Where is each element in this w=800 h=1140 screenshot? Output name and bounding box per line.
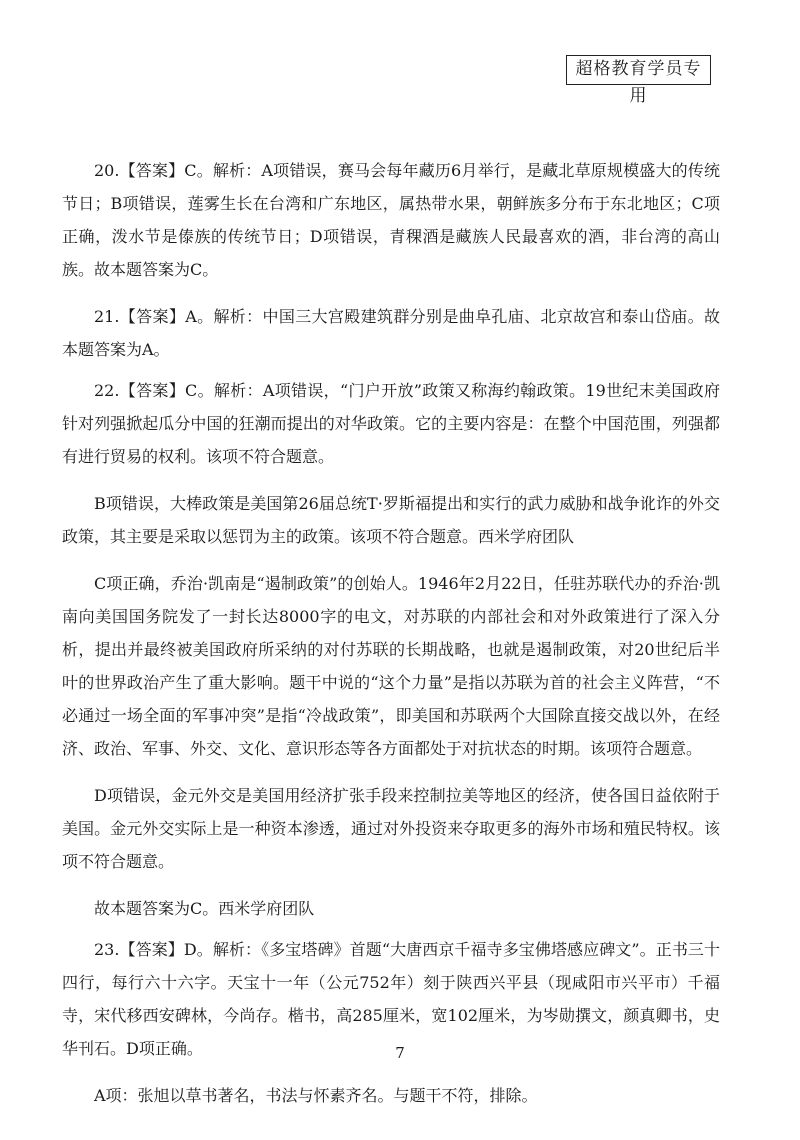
document-body (62, 154, 720, 1126)
page-number: 7 (395, 1044, 405, 1062)
paragraph-q22-b: B项错误，大棒政策是美国第26届总统T·罗斯福提出和实行的武力威胁和战争讹诈的外交政策，其主要是采取以惩罚为主的政策。该项不符合题意。西米学府团队 (62, 494, 720, 546)
stamp-label: 超格教育学员专用 (566, 55, 711, 85)
paragraph-q22-a: 22.【答案】C。解析：A项错误，“门户开放”政策又称海约翰政策。19世纪末美国政府针对列强掀起瓜分中国的狂潮而提出的对华政策。它的主要内容是：在整个中国范围，列强都有进行贸易的权利。该项不符合题意。 (62, 381, 720, 466)
paragraph-q21: 21.【答案】A。解析：中国三大宫殿建筑群分别是曲阜孔庙、北京故宫和泰山岱庙。故本题答案为A。 (62, 307, 720, 359)
paragraph-q22-d: D项错误，金元外交是美国用经济扩张手段来控制拉美等地区的经济，使各国日益依附于美国。金元外交实际上是一种资本渗透，通过对外投资来夺取更多的海外市场和殖民特权。该项不符合题意。 (62, 786, 720, 871)
paragraph-q23-a: A项：张旭以草书著名，书法与怀素齐名。与题干不符，排除。 (94, 1086, 538, 1105)
paragraph-q22-c: C项正确，乔治·凯南是“遏制政策”的创始人。1946年2月22日，任驻苏联代办的乔治·凯南向美国国务院发了一封长达8000字的电文，对苏联的内部社会和对外政策进行了深入分析，提出并最终被美国政府所采纳的对付苏联的长期战略，也就是遏制政策，对20世纪后半叶的世界政治产生了重大影响。题干中说的“这个力量”是指以苏联为首的社会主义阵营，“不必通过一场全面的军事冲突”是指“冷战政策”，即美国和苏联两个大国除直接交战以外，在经济、政治、军事、外交、文化、意识形态等各方面都处于对抗状态的时期。该项符合题意。 (62, 574, 720, 758)
paragraph-q20: 20.【答案】C。解析：A项错误，赛马会每年藏历6月举行，是藏北草原规模盛大的传统节日；B项错误，莲雾生长在台湾和广东地区，属热带水果，朝鲜族多分布于东北地区；C项正确，泼水节是傣族的传统节日；D项错误，青稞酒是藏族人民最喜欢的酒，非台湾的高山族。故本题答案为C。 (62, 161, 720, 279)
paragraph-q22-answer: 故本题答案为C。西米学府团队 (94, 899, 315, 918)
paragraph-q23: 23.【答案】D。解析：《多宝塔碑》首题“大唐西京千福寺多宝佛塔感应碑文”。正书三十四行，每行六十六字。天宝十一年（公元752年）刻于陕西兴平县（现咸阳市兴平市）千福寺，宋代移西安碑林，今尚存。楷书，高285厘米，宽102厘米，为岑勋撰文，颜真卿书，史华刊石。D项正确。 (62, 940, 720, 1058)
